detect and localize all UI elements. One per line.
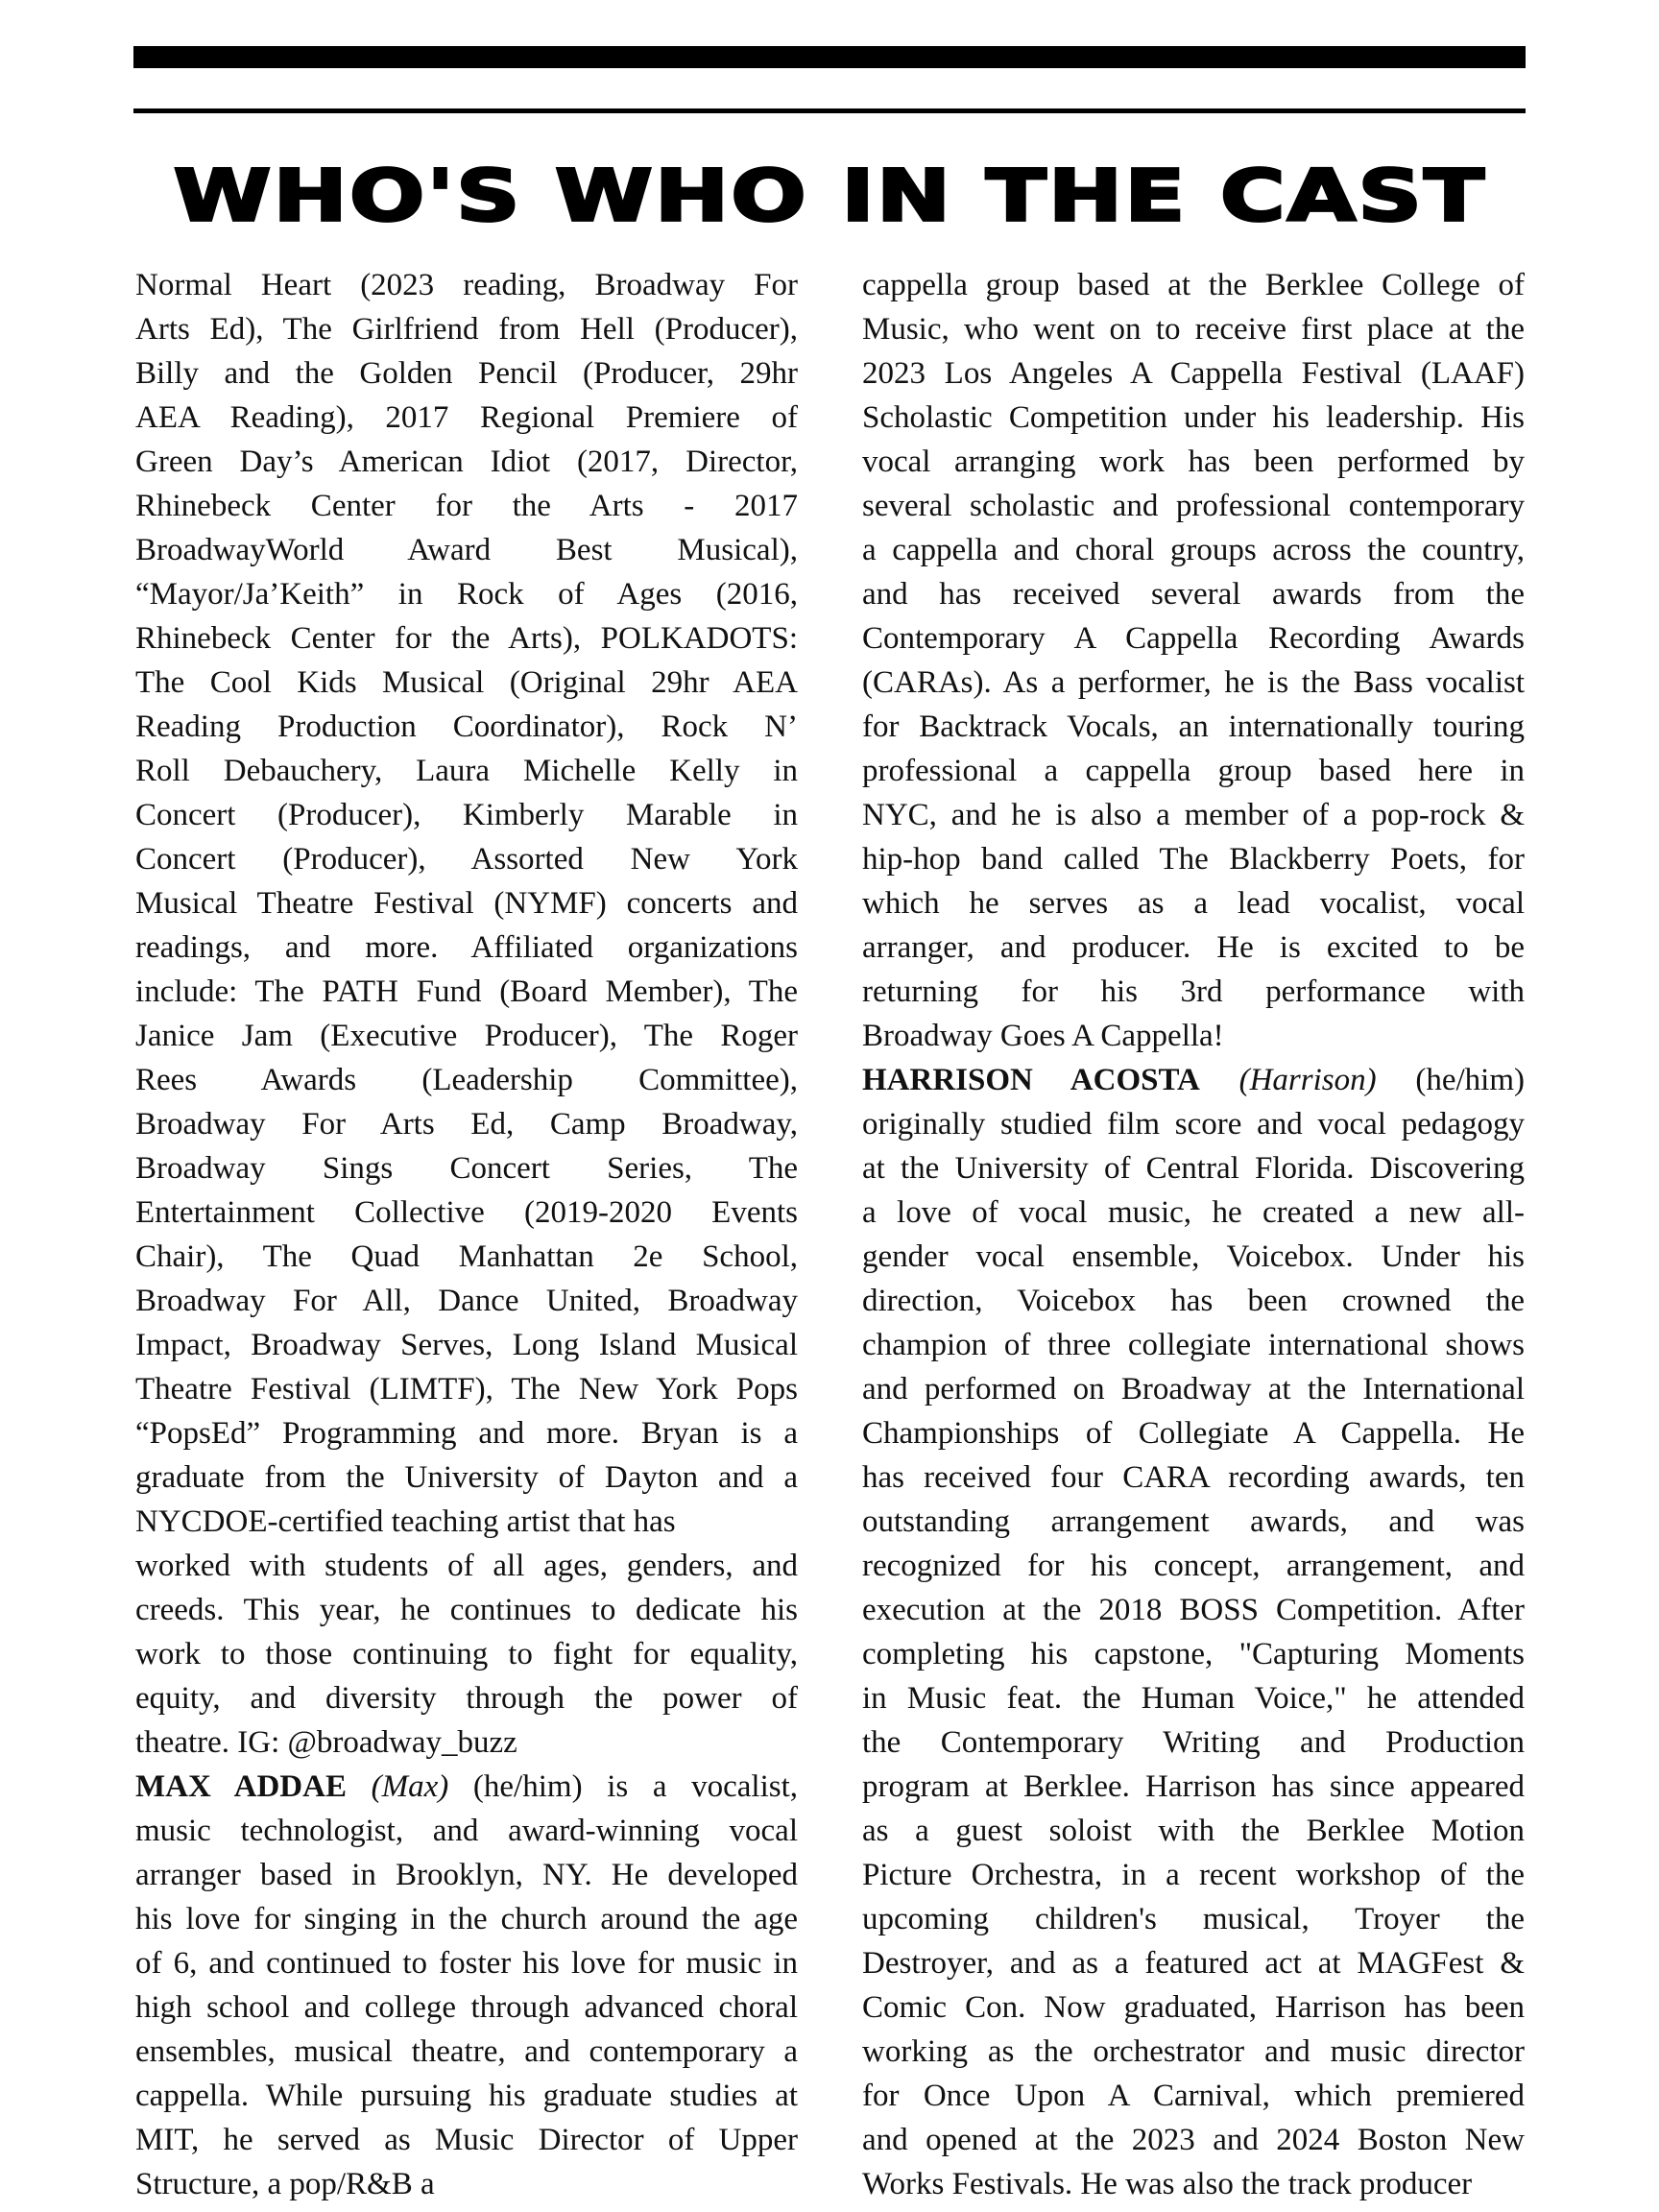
bio-text-line <box>135 1900 798 1944</box>
bio-text-line <box>135 884 798 928</box>
line-text: Broadway For Arts Ed, Camp Broadway, <box>135 1107 798 1142</box>
bio-text-line <box>862 1414 1525 1458</box>
bio-text-line <box>862 1900 1525 1944</box>
bio-text-line <box>135 1679 798 1723</box>
line-text: The Cool Kids Musical (Original 29hr AEA <box>135 665 798 700</box>
line-text: creeds. This year, he continues to dedicate his <box>135 1593 798 1627</box>
bio-text-line <box>862 1635 1525 1679</box>
line-text: (CARAs). As a performer, he is the Bass vocalist <box>862 665 1525 700</box>
line-text: a cappella and choral groups across the country, <box>862 533 1525 567</box>
bio-text-line <box>135 1370 798 1414</box>
bio-text-line <box>862 663 1525 708</box>
bio-text-line <box>135 1812 798 1856</box>
line-text: the Contemporary Writing and Production <box>862 1725 1525 1760</box>
bio-text-line <box>862 1723 1525 1767</box>
line-text: Normal Heart (2023 reading, Broadway For <box>135 268 798 302</box>
line-text: several scholastic and professional contemporary <box>862 489 1525 523</box>
bio-text-line <box>862 796 1525 840</box>
bio-text-line <box>135 1326 798 1370</box>
line-text: Championships of Collegiate A Cappella. He <box>862 1416 1525 1451</box>
line-text: Impact, Broadway Serves, Long Island Musical <box>135 1328 798 1362</box>
bio-text-line <box>862 1812 1525 1856</box>
bio-text-line <box>862 310 1525 354</box>
line-text: Broadway Sings Concert Series, The <box>135 1151 798 1186</box>
bio-text-line <box>862 1238 1525 1282</box>
left-column <box>135 266 798 2209</box>
line-text: Broadway Goes A Cappella! <box>862 1019 1224 1053</box>
right-column <box>862 266 1525 2209</box>
line-text: Destroyer, and as a featured act at MAGFest & <box>862 1946 1525 1981</box>
line-text: Arts Ed), The Girlfriend from Hell (Producer), <box>135 312 798 347</box>
line-text: of 6, and continued to foster his love for music in <box>135 1946 798 1981</box>
bio-text-line <box>135 1988 798 2032</box>
line-text: BroadwayWorld Award Best Musical), <box>135 533 798 567</box>
bio-text-line <box>862 266 1525 310</box>
line-text: “Mayor/Ja’Keith” in Rock of Ages (2016, <box>135 577 798 612</box>
line-text: Billy and the Golden Pencil (Producer, 29hr <box>135 356 798 391</box>
line-text: readings, and more. Affiliated organizations <box>135 930 798 965</box>
bio-text-line <box>135 310 798 354</box>
bio-text-line <box>135 487 798 531</box>
character-role: (Max) <box>371 1769 449 1804</box>
bio-text-line <box>135 796 798 840</box>
bio-text-line <box>135 840 798 884</box>
line-text: Comic Con. Now graduated, Harrison has been <box>862 1990 1525 2025</box>
bio-text-line <box>135 1282 798 1326</box>
line-text: recognized for his concept, arrangement, and <box>862 1549 1525 1583</box>
bio-text-line <box>135 1149 798 1193</box>
bio-text-line <box>135 1414 798 1458</box>
line-text: Janice Jam (Executive Producer), The Roger <box>135 1019 798 1053</box>
character-role: (Harrison) <box>1238 1063 1377 1097</box>
bio-text-line <box>862 619 1525 663</box>
bio-text-line <box>135 1591 798 1635</box>
bio-text-line <box>135 1458 798 1503</box>
bio-text-line <box>862 1326 1525 1370</box>
line-text: 2023 Los Angeles A Cappella Festival (LAAF) <box>862 356 1525 391</box>
line-text: theatre. IG: @broadway_buzz <box>135 1725 517 1760</box>
bio-text-line <box>135 2077 798 2121</box>
header-thin-rule <box>133 108 1526 113</box>
line-text: Musical Theatre Festival (NYMF) concerts and <box>135 886 798 921</box>
line-text: Works Festivals. He was also the track producer <box>862 2167 1473 2201</box>
bio-text-line <box>135 575 798 619</box>
line-text: gender vocal ensemble, Voicebox. Under his <box>862 1239 1525 1274</box>
line-text: and performed on Broadway at the International <box>862 1372 1525 1407</box>
line-text: Reading Production Coordinator), Rock N’ <box>135 709 798 744</box>
line-text: equity, and diversity through the power of <box>135 1681 798 1716</box>
line-text: Rees Awards (Leadership Committee), <box>135 1063 798 1097</box>
line-text: arranger, and producer. He is excited to be <box>862 930 1525 965</box>
line-text: Contemporary A Cappella Recording Awards <box>862 621 1525 656</box>
bio-text-line <box>135 973 798 1017</box>
bio-text-line <box>862 1767 1525 1812</box>
line-text: arranger based in Brooklyn, NY. He developed <box>135 1858 798 1892</box>
bio-text-line <box>135 708 798 752</box>
bio-text-line <box>862 2165 1525 2209</box>
bio-heading-line <box>862 1061 1525 1105</box>
line-text: hip-hop band called The Blackberry Poets, for <box>862 842 1525 877</box>
bio-text-line <box>135 1635 798 1679</box>
line-text: professional a cappella group based here in <box>862 754 1525 788</box>
line-text: work to those continuing to fight for equality, <box>135 1637 798 1671</box>
line-text: and has received several awards from the <box>862 577 1525 612</box>
bio-text-line <box>135 531 798 575</box>
line-text: Structure, a pop/R&B a <box>135 2167 435 2201</box>
bio-text-line <box>135 1105 798 1149</box>
bio-text-line <box>135 2032 798 2077</box>
line-text: returning for his 3rd performance with <box>862 974 1525 1009</box>
bio-text-line <box>862 1017 1525 1061</box>
bio-text-line <box>862 487 1525 531</box>
line-text: and opened at the 2023 and 2024 Boston New <box>862 2123 1525 2157</box>
bio-text-line <box>135 1503 798 1547</box>
line-text: execution at the 2018 BOSS Competition. After <box>862 1593 1525 1627</box>
bio-text-line <box>135 1238 798 1282</box>
line-text: has received four CARA recording awards, ten <box>862 1460 1525 1495</box>
bio-text-line <box>135 663 798 708</box>
line-text: his love for singing in the church around the age <box>135 1902 798 1936</box>
line-text: AEA Reading), 2017 Regional Premiere of <box>135 400 798 435</box>
line-text: Scholastic Competition under his leadership. His <box>862 400 1525 435</box>
line-text: Roll Debauchery, Laura Michelle Kelly in <box>135 754 798 788</box>
bio-text-line <box>862 1503 1525 1547</box>
line-text: as a guest soloist with the Berklee Motion <box>862 1814 1525 1848</box>
bio-text-line <box>135 619 798 663</box>
bio-text-line <box>862 884 1525 928</box>
line-text: (he/him) is a vocalist, <box>472 1769 799 1804</box>
bio-text-line <box>862 575 1525 619</box>
bio-text-line <box>862 840 1525 884</box>
bio-text-line <box>135 752 798 796</box>
bio-text-line <box>135 1723 798 1767</box>
bio-text-line <box>862 1547 1525 1591</box>
line-text: Theatre Festival (LIMTF), The New York Pops <box>135 1372 798 1407</box>
bio-text-line <box>862 1988 1525 2032</box>
line-text: music technologist, and award-winning vocal <box>135 1814 798 1848</box>
line-text: champion of three collegiate international shows <box>862 1328 1525 1362</box>
bio-text-line <box>862 1856 1525 1900</box>
line-text: Chair), The Quad Manhattan 2e School, <box>135 1239 798 1274</box>
bio-text-line <box>862 1193 1525 1238</box>
cast-member-name: MAX ADDAE <box>135 1769 347 1804</box>
bio-text-line <box>135 443 798 487</box>
bio-text-line <box>862 443 1525 487</box>
bio-text-line <box>862 1370 1525 1414</box>
bio-text-line <box>135 1017 798 1061</box>
line-text: high school and college through advanced choral <box>135 1990 798 2025</box>
bio-text-line <box>862 1679 1525 1723</box>
line-text: Concert (Producer), Kimberly Marable in <box>135 798 798 832</box>
bio-text-line <box>135 1856 798 1900</box>
line-text: originally studied film score and vocal pedagogy <box>862 1107 1525 1142</box>
line-text: Music, who went on to receive first place at the <box>862 312 1525 347</box>
bio-text-line <box>135 398 798 443</box>
line-text: in Music feat. the Human Voice," he attended <box>862 1681 1525 1716</box>
bio-text-line <box>135 1061 798 1105</box>
page-title-text: WHO'S WHO IN THE CAST <box>173 156 1486 238</box>
bio-text-line <box>862 2077 1525 2121</box>
bio-text-line <box>135 928 798 973</box>
bio-text-line <box>135 266 798 310</box>
bio-text-line <box>135 2165 798 2209</box>
bio-text-line <box>862 2032 1525 2077</box>
line-text: ensembles, musical theatre, and contemporary a <box>135 2034 798 2069</box>
page-title <box>0 156 1659 238</box>
bio-heading-line <box>135 1767 798 1812</box>
bio-text-line <box>862 1105 1525 1149</box>
line-text: Broadway For All, Dance United, Broadway <box>135 1284 798 1318</box>
bio-text-line <box>135 2121 798 2165</box>
line-text: which he serves as a lead vocalist, vocal <box>862 886 1525 921</box>
bio-text-line <box>135 1193 798 1238</box>
line-text: Rhinebeck Center for the Arts - 2017 <box>135 489 798 523</box>
line-text: Concert (Producer), Assorted New York <box>135 842 798 877</box>
line-text: vocal arranging work has been performed by <box>862 445 1525 479</box>
header-thick-rule <box>133 46 1526 68</box>
bio-text-line <box>135 1944 798 1988</box>
line-text: “PopsEd” Programming and more. Bryan is a <box>135 1416 798 1451</box>
line-text: NYCDOE-certified teaching artist that has <box>135 1504 676 1539</box>
line-text: worked with students of all ages, genders, and <box>135 1549 798 1583</box>
bio-text-line <box>862 2121 1525 2165</box>
bio-text-line <box>862 354 1525 398</box>
line-text: at the University of Central Florida. Discovering <box>862 1151 1525 1186</box>
line-text: include: The PATH Fund (Board Member), The <box>135 974 798 1009</box>
line-text: for Backtrack Vocals, an internationally touring <box>862 709 1525 744</box>
line-text: NYC, and he is also a member of a pop-rock & <box>862 798 1525 832</box>
bio-text-line <box>135 354 798 398</box>
bio-text-line <box>862 1944 1525 1988</box>
bio-text-line <box>862 1591 1525 1635</box>
line-text: outstanding arrangement awards, and was <box>862 1504 1525 1539</box>
bio-text-line <box>862 1282 1525 1326</box>
line-text: Green Day’s American Idiot (2017, Director, <box>135 445 798 479</box>
line-text: (he/him) <box>1415 1063 1526 1097</box>
line-text: Entertainment Collective (2019-2020 Events <box>135 1195 798 1230</box>
line-text: working as the orchestrator and music director <box>862 2034 1525 2069</box>
bio-text-line <box>862 1149 1525 1193</box>
line-text: program at Berklee. Harrison has since appeared <box>862 1769 1525 1804</box>
line-text: cappella group based at the Berklee College of <box>862 268 1525 302</box>
bio-text-line <box>862 398 1525 443</box>
bio-text-line <box>862 708 1525 752</box>
bio-text-line <box>862 973 1525 1017</box>
line-text: cappella. While pursuing his graduate studies at <box>135 2079 798 2113</box>
line-text: Picture Orchestra, in a recent workshop of the <box>862 1858 1525 1892</box>
bio-text-line <box>862 928 1525 973</box>
line-text: completing his capstone, "Capturing Moments <box>862 1637 1525 1671</box>
line-text: direction, Voicebox has been crowned the <box>862 1284 1525 1318</box>
line-text: for Once Upon A Carnival, which premiered <box>862 2079 1525 2113</box>
line-text: a love of vocal music, he created a new all- <box>862 1195 1525 1230</box>
line-text: Rhinebeck Center for the Arts), POLKADOTS: <box>135 621 798 656</box>
line-text: graduate from the University of Dayton and a <box>135 1460 798 1495</box>
cast-member-name: HARRISON ACOSTA <box>862 1063 1200 1097</box>
bio-text-line <box>862 531 1525 575</box>
bio-text-line <box>862 752 1525 796</box>
line-text: MIT, he served as Music Director of Upper <box>135 2123 798 2157</box>
bio-text-line <box>135 1547 798 1591</box>
line-text: upcoming children's musical, Troyer the <box>862 1902 1525 1936</box>
bio-text-line <box>862 1458 1525 1503</box>
